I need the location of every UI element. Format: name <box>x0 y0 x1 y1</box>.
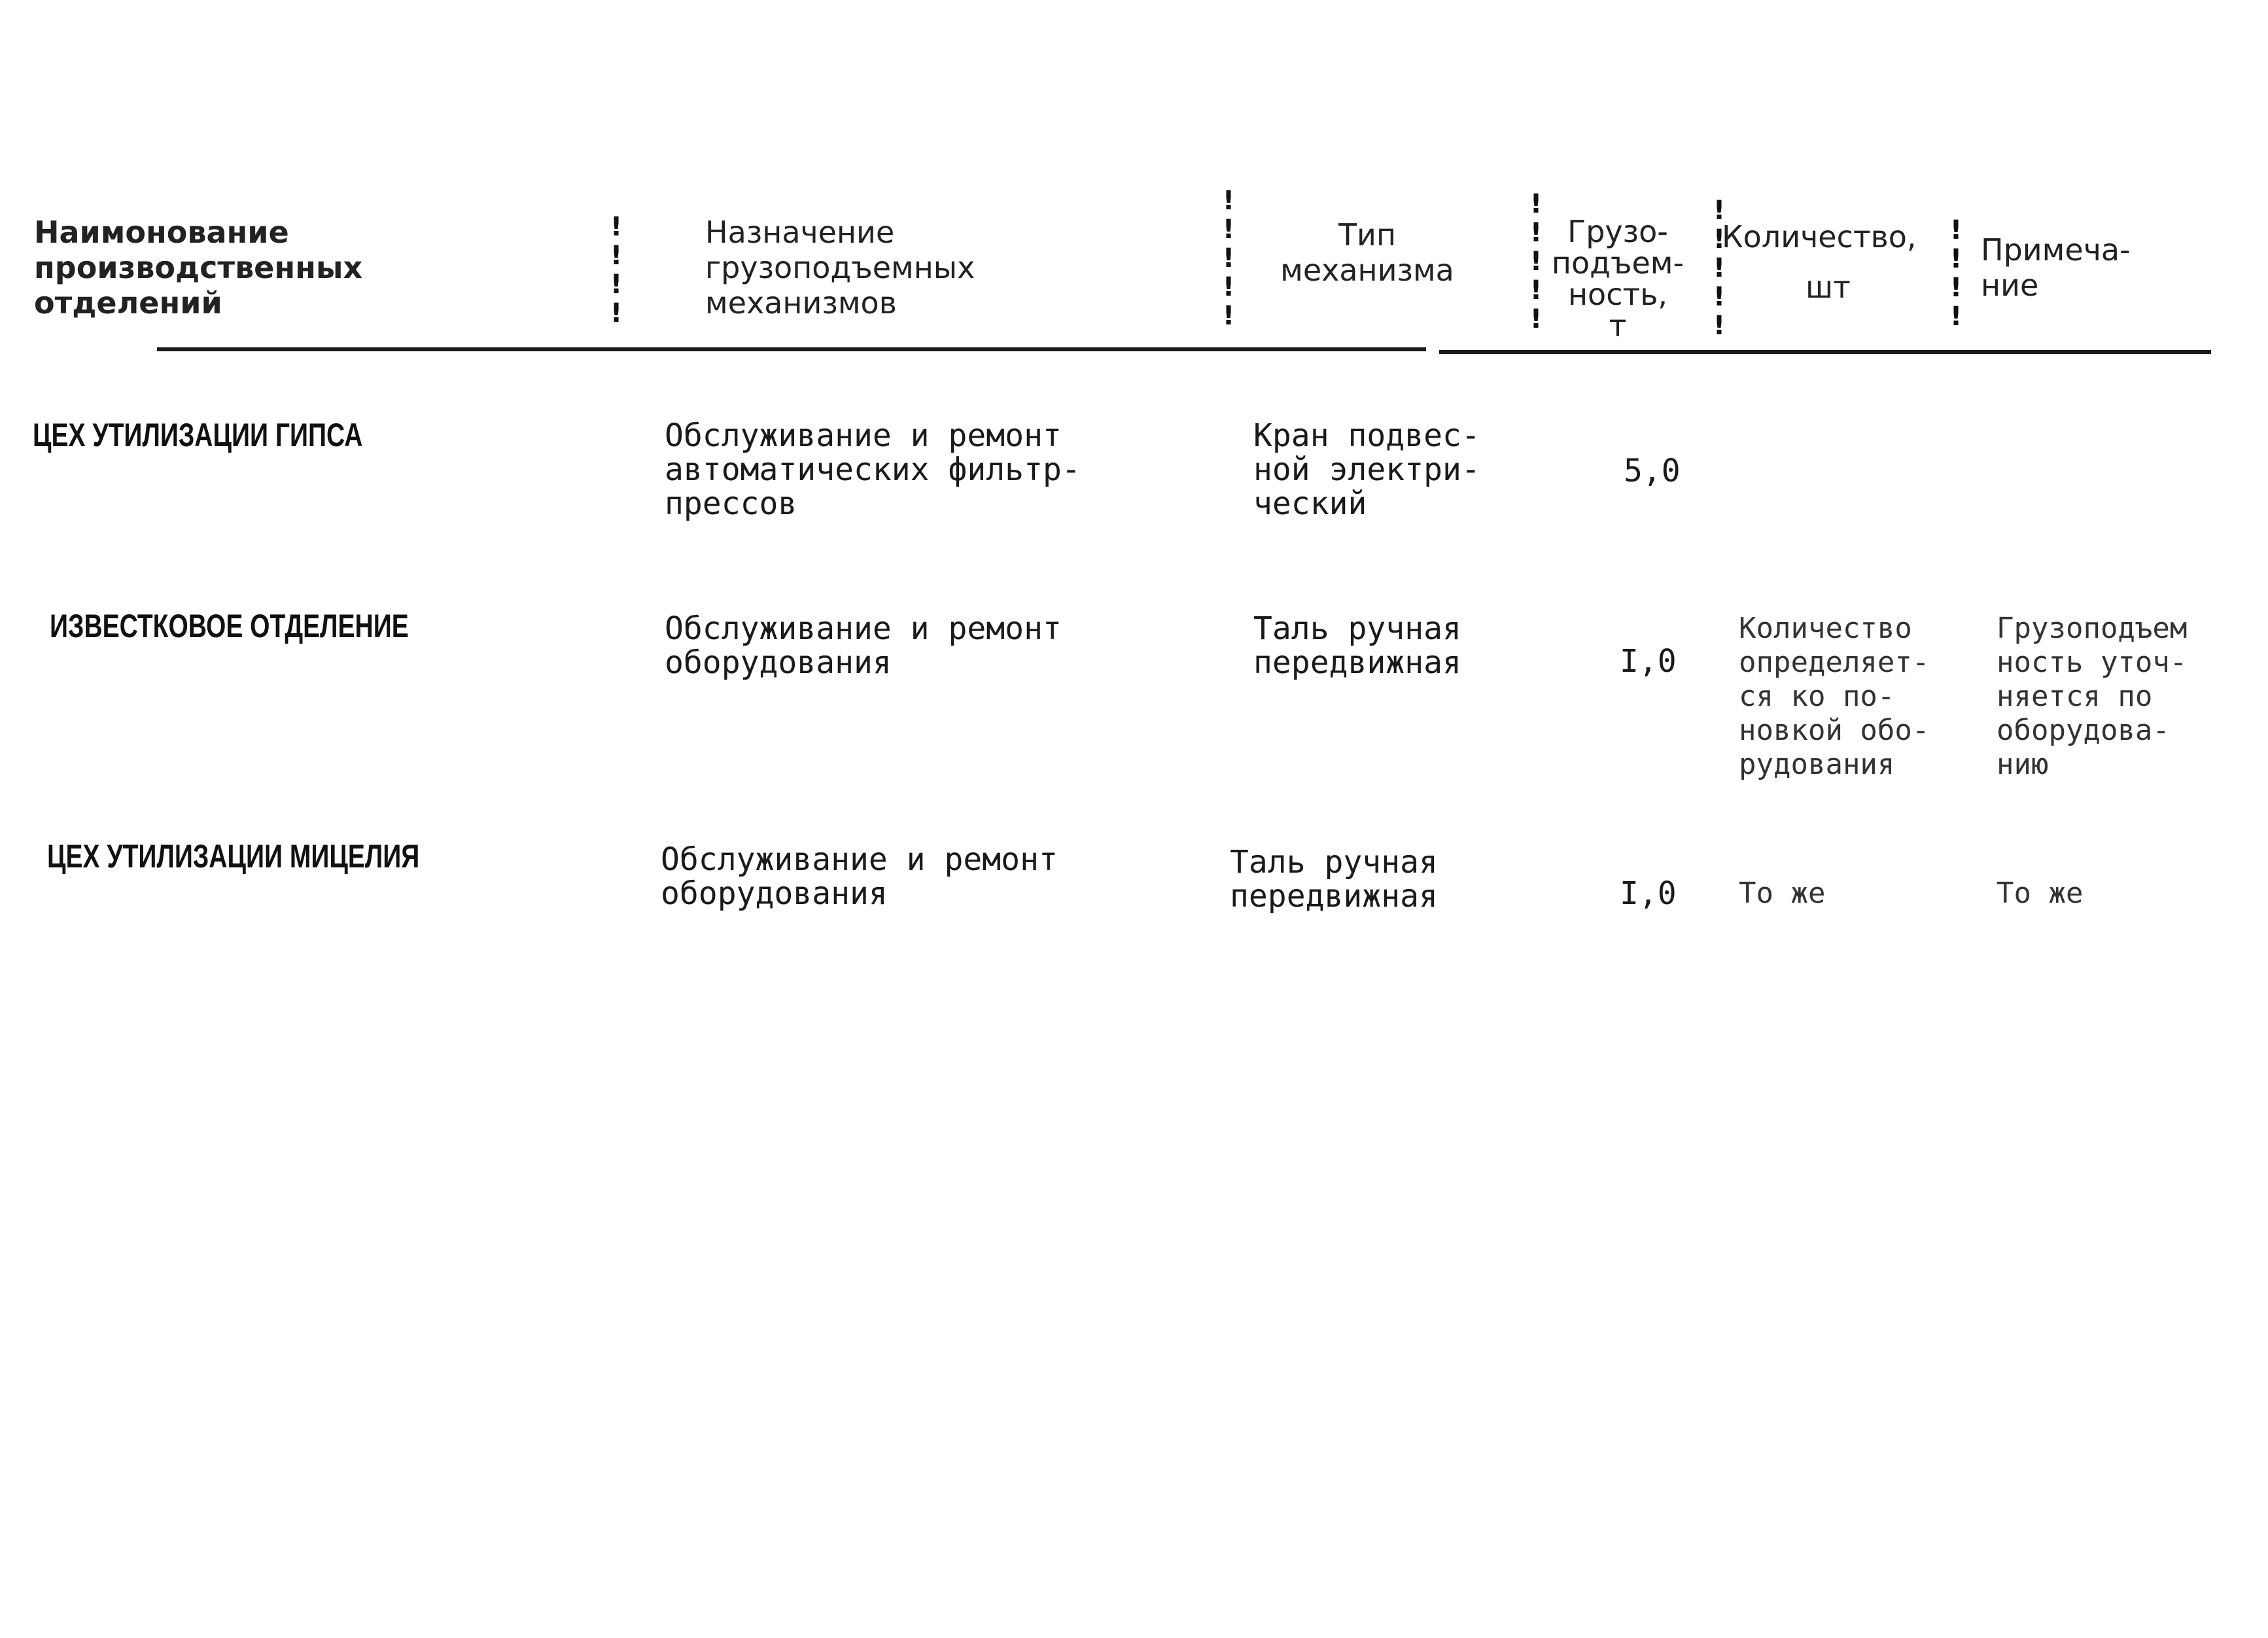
header-purpose: Назначение грузоподъемных механизмов <box>705 215 975 321</box>
column-separator: ! ! ! ! <box>1949 215 1963 332</box>
row-capacity: 5,0 <box>1624 453 1681 489</box>
header-quantity-unit: шт <box>1806 270 1851 305</box>
column-separator: ! ! ! ! ! <box>1529 189 1543 334</box>
row-purpose: Обслуживание и ремонт оборудования <box>661 841 1058 912</box>
header-note: Примеча- ние <box>1981 232 2131 303</box>
header-rule <box>1439 350 2211 354</box>
row-department: ЦЕХ УТИЛИЗАЦИИ МИЦЕЛИЯ <box>47 838 420 875</box>
row-quantity: То же <box>1739 877 1826 910</box>
row-note: То же <box>1997 877 2084 910</box>
row-mechanism: Таль ручная передвижная <box>1230 844 1438 915</box>
column-separator: ! ! ! ! <box>610 212 623 328</box>
row-capacity: I,0 <box>1620 643 1677 680</box>
row-department: ЦЕХ УТИЛИЗАЦИИ ГИПСА <box>33 417 363 453</box>
header-quantity: Количество, <box>1722 219 1917 254</box>
row-capacity: I,0 <box>1620 875 1677 912</box>
row-department: ИЗВЕСТКОВОЕ ОТДЕЛЕНИЕ <box>50 608 409 644</box>
row-mechanism: Кран подвес- ной электри- ческий <box>1253 417 1480 522</box>
row-note: Грузоподъем ность уточ- няется по оборудова- нию <box>1997 612 2188 781</box>
row-quantity: Количество определяет- ся ко по- новкой обо- рудования <box>1739 612 1930 781</box>
header-rule <box>157 347 1426 351</box>
header-capacity: Грузо- подъем- ность, т <box>1551 214 1684 343</box>
row-purpose: Обслуживание и ремонт оборудования <box>665 610 1062 681</box>
row-mechanism: Таль ручная передвижная <box>1253 610 1461 681</box>
header-mechanism-type: Тип механизма <box>1280 217 1454 288</box>
column-separator: ! ! ! ! ! <box>1713 196 1726 341</box>
column-separator: ! ! ! ! ! <box>1222 186 1235 331</box>
row-purpose: Обслуживание и ремонт автоматических фильтр- прессов <box>665 417 1081 522</box>
header-department: Наимонование производственных отделений <box>34 215 363 321</box>
